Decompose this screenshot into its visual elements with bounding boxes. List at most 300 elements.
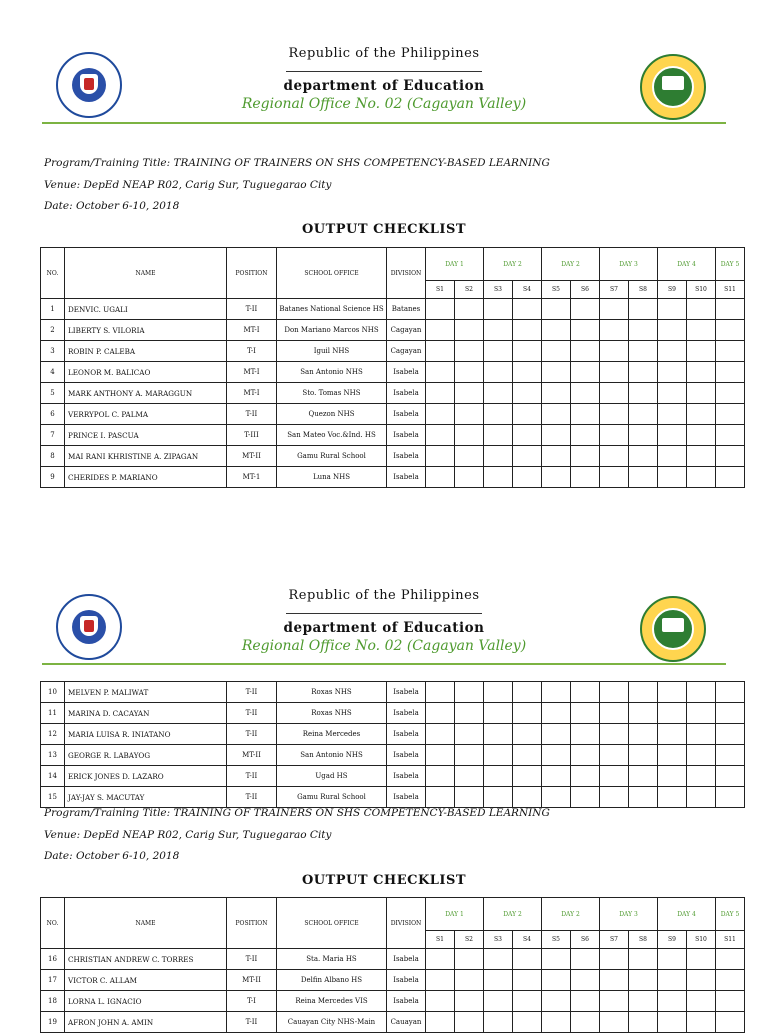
- row-name: JAY-JAY S. MACUTAY: [65, 787, 227, 808]
- row-no: 9: [41, 467, 65, 488]
- row-school: Delfin Albano HS: [277, 970, 387, 991]
- session-checkbox[interactable]: [542, 991, 571, 1012]
- session-checkbox[interactable]: [658, 383, 687, 404]
- session-checkbox[interactable]: [426, 970, 455, 991]
- col-header-day: DAY 5: [716, 898, 745, 931]
- session-checkbox[interactable]: [455, 970, 484, 991]
- session-checkbox[interactable]: [600, 404, 629, 425]
- session-checkbox[interactable]: [716, 703, 745, 724]
- session-checkbox[interactable]: [687, 766, 716, 787]
- row-division: Isabela: [387, 467, 426, 488]
- session-checkbox[interactable]: [455, 745, 484, 766]
- session-checkbox[interactable]: [716, 446, 745, 467]
- session-checkbox[interactable]: [571, 404, 600, 425]
- session-checkbox[interactable]: [600, 425, 629, 446]
- session-checkbox[interactable]: [455, 703, 484, 724]
- session-checkbox[interactable]: [658, 949, 687, 970]
- session-checkbox[interactable]: [571, 745, 600, 766]
- session-checkbox[interactable]: [426, 949, 455, 970]
- session-checkbox[interactable]: [513, 724, 542, 745]
- col-header-name: NAME: [65, 248, 227, 299]
- session-checkbox[interactable]: [629, 467, 658, 488]
- col-header-position: POSITION: [227, 898, 277, 949]
- session-checkbox[interactable]: [542, 682, 571, 703]
- col-header-day: DAY 1: [426, 898, 484, 931]
- session-checkbox[interactable]: [571, 425, 600, 446]
- session-checkbox[interactable]: [600, 467, 629, 488]
- venue-text: Venue: DepEd NEAP R02, Carig Sur, Tuguegarao City: [44, 179, 332, 191]
- session-checkbox[interactable]: [571, 1012, 600, 1033]
- session-checkbox[interactable]: [687, 320, 716, 341]
- row-position: T-II: [227, 766, 277, 787]
- session-checkbox[interactable]: [542, 724, 571, 745]
- row-name: CHRISTIAN ANDREW C. TORRES: [65, 949, 227, 970]
- session-checkbox[interactable]: [658, 299, 687, 320]
- row-school: Gamu Rural School: [277, 446, 387, 467]
- row-position: T-I: [227, 341, 277, 362]
- session-checkbox[interactable]: [629, 383, 658, 404]
- session-checkbox[interactable]: [426, 446, 455, 467]
- venue-text: Venue: DepEd NEAP R02, Carig Sur, Tuguegarao City: [44, 829, 332, 841]
- session-checkbox[interactable]: [484, 341, 513, 362]
- session-checkbox[interactable]: [571, 341, 600, 362]
- session-checkbox[interactable]: [716, 766, 745, 787]
- session-checkbox[interactable]: [484, 682, 513, 703]
- col-header-session: S10: [687, 931, 716, 949]
- session-checkbox[interactable]: [600, 787, 629, 808]
- session-checkbox[interactable]: [426, 724, 455, 745]
- session-checkbox[interactable]: [600, 682, 629, 703]
- session-checkbox[interactable]: [571, 682, 600, 703]
- col-header-name: NAME: [65, 898, 227, 949]
- session-checkbox[interactable]: [542, 467, 571, 488]
- table-row: [41, 949, 745, 970]
- session-checkbox[interactable]: [513, 766, 542, 787]
- session-checkbox[interactable]: [426, 404, 455, 425]
- republic-text: Republic of the Philippines: [288, 46, 480, 61]
- session-checkbox[interactable]: [629, 703, 658, 724]
- col-header-no: NO.: [41, 248, 65, 299]
- table-row: [41, 970, 745, 991]
- session-checkbox[interactable]: [542, 299, 571, 320]
- session-checkbox[interactable]: [484, 446, 513, 467]
- session-checkbox[interactable]: [484, 745, 513, 766]
- session-checkbox[interactable]: [658, 991, 687, 1012]
- session-checkbox[interactable]: [513, 425, 542, 446]
- col-header-day: DAY 4: [658, 248, 716, 281]
- table-row: [41, 362, 745, 383]
- col-header-session: S2: [455, 281, 484, 299]
- row-school: Roxas NHS: [277, 682, 387, 703]
- row-no: 17: [41, 970, 65, 991]
- session-checkbox[interactable]: [687, 362, 716, 383]
- row-school: Gamu Rural School: [277, 787, 387, 808]
- session-checkbox[interactable]: [542, 703, 571, 724]
- session-checkbox[interactable]: [629, 362, 658, 383]
- session-checkbox[interactable]: [455, 425, 484, 446]
- col-header-day: DAY 2: [484, 898, 542, 931]
- session-checkbox[interactable]: [600, 703, 629, 724]
- session-checkbox[interactable]: [426, 787, 455, 808]
- session-checkbox[interactable]: [600, 724, 629, 745]
- session-checkbox[interactable]: [658, 787, 687, 808]
- session-checkbox[interactable]: [716, 970, 745, 991]
- session-checkbox[interactable]: [571, 991, 600, 1012]
- session-checkbox[interactable]: [542, 446, 571, 467]
- session-checkbox[interactable]: [716, 320, 745, 341]
- session-checkbox[interactable]: [484, 949, 513, 970]
- row-no: 5: [41, 383, 65, 404]
- session-checkbox[interactable]: [629, 724, 658, 745]
- row-no: 6: [41, 404, 65, 425]
- session-checkbox[interactable]: [455, 766, 484, 787]
- session-checkbox[interactable]: [716, 383, 745, 404]
- row-position: T-II: [227, 404, 277, 425]
- session-checkbox[interactable]: [513, 383, 542, 404]
- col-header-session: S7: [600, 281, 629, 299]
- session-checkbox[interactable]: [513, 991, 542, 1012]
- table-row: [41, 446, 745, 467]
- row-school: Reina Mercedes: [277, 724, 387, 745]
- session-checkbox[interactable]: [455, 446, 484, 467]
- session-checkbox[interactable]: [484, 724, 513, 745]
- session-checkbox[interactable]: [629, 404, 658, 425]
- session-checkbox[interactable]: [658, 404, 687, 425]
- session-checkbox[interactable]: [455, 787, 484, 808]
- session-checkbox[interactable]: [513, 341, 542, 362]
- row-school: Ugad HS: [277, 766, 387, 787]
- session-checkbox[interactable]: [687, 745, 716, 766]
- session-checkbox[interactable]: [658, 467, 687, 488]
- session-checkbox[interactable]: [484, 425, 513, 446]
- row-position: MT-II: [227, 446, 277, 467]
- session-checkbox[interactable]: [687, 383, 716, 404]
- session-checkbox[interactable]: [716, 299, 745, 320]
- row-name: MARK ANTHONY A. MARAGGUN: [65, 383, 227, 404]
- session-checkbox[interactable]: [687, 425, 716, 446]
- session-checkbox[interactable]: [571, 970, 600, 991]
- row-no: 11: [41, 703, 65, 724]
- row-school: Batanes National Science HS: [277, 299, 387, 320]
- row-no: 2: [41, 320, 65, 341]
- session-checkbox[interactable]: [571, 787, 600, 808]
- session-checkbox[interactable]: [426, 766, 455, 787]
- session-checkbox[interactable]: [629, 682, 658, 703]
- session-checkbox[interactable]: [658, 970, 687, 991]
- session-checkbox[interactable]: [629, 425, 658, 446]
- session-checkbox[interactable]: [629, 341, 658, 362]
- session-checkbox[interactable]: [426, 703, 455, 724]
- session-checkbox[interactable]: [542, 970, 571, 991]
- session-checkbox[interactable]: [687, 724, 716, 745]
- session-checkbox[interactable]: [571, 766, 600, 787]
- session-checkbox[interactable]: [455, 949, 484, 970]
- session-checkbox[interactable]: [571, 703, 600, 724]
- session-checkbox[interactable]: [484, 766, 513, 787]
- session-checkbox[interactable]: [484, 362, 513, 383]
- row-no: 14: [41, 766, 65, 787]
- session-checkbox[interactable]: [687, 703, 716, 724]
- session-checkbox[interactable]: [687, 467, 716, 488]
- session-checkbox[interactable]: [687, 341, 716, 362]
- session-checkbox[interactable]: [426, 467, 455, 488]
- session-checkbox[interactable]: [426, 1012, 455, 1033]
- session-checkbox[interactable]: [658, 703, 687, 724]
- row-no: 8: [41, 446, 65, 467]
- session-checkbox[interactable]: [484, 404, 513, 425]
- row-division: Isabela: [387, 949, 426, 970]
- session-checkbox[interactable]: [687, 404, 716, 425]
- session-checkbox[interactable]: [484, 320, 513, 341]
- session-checkbox[interactable]: [687, 787, 716, 808]
- table-row: [41, 404, 745, 425]
- session-checkbox[interactable]: [687, 682, 716, 703]
- date-text: Date: October 6-10, 2018: [44, 850, 180, 862]
- row-school: San Mateo Voc.&Ind. HS: [277, 425, 387, 446]
- col-header-division: DIVISION: [387, 898, 426, 949]
- session-checkbox[interactable]: [658, 320, 687, 341]
- session-checkbox[interactable]: [571, 362, 600, 383]
- department-text: department of Education: [283, 620, 485, 636]
- table-row: [41, 341, 745, 362]
- session-checkbox[interactable]: [716, 787, 745, 808]
- row-no: 18: [41, 991, 65, 1012]
- session-checkbox[interactable]: [542, 404, 571, 425]
- session-checkbox[interactable]: [455, 362, 484, 383]
- session-checkbox[interactable]: [600, 745, 629, 766]
- row-school: Sta. Maria HS: [277, 949, 387, 970]
- col-header-session: S8: [629, 281, 658, 299]
- session-checkbox[interactable]: [426, 320, 455, 341]
- session-checkbox[interactable]: [513, 1012, 542, 1033]
- row-no: 15: [41, 787, 65, 808]
- row-name: MELVEN P. MALIWAT: [65, 682, 227, 703]
- table-row: [41, 991, 745, 1012]
- session-checkbox[interactable]: [513, 745, 542, 766]
- col-header-session: S1: [426, 931, 455, 949]
- session-checkbox[interactable]: [513, 970, 542, 991]
- table-row: [41, 745, 745, 766]
- session-checkbox[interactable]: [716, 724, 745, 745]
- row-division: Batanes: [387, 299, 426, 320]
- session-checkbox[interactable]: [455, 682, 484, 703]
- session-checkbox[interactable]: [687, 1012, 716, 1033]
- session-checkbox[interactable]: [455, 1012, 484, 1033]
- session-checkbox[interactable]: [658, 425, 687, 446]
- session-checkbox[interactable]: [542, 362, 571, 383]
- republic-text: Republic of the Philippines: [288, 588, 480, 603]
- row-name: ERICK JONES D. LAZARO: [65, 766, 227, 787]
- session-checkbox[interactable]: [600, 299, 629, 320]
- session-checkbox[interactable]: [542, 320, 571, 341]
- session-checkbox[interactable]: [484, 703, 513, 724]
- session-checkbox[interactable]: [658, 1012, 687, 1033]
- session-checkbox[interactable]: [629, 787, 658, 808]
- session-checkbox[interactable]: [542, 425, 571, 446]
- row-division: Cagayan: [387, 341, 426, 362]
- session-checkbox[interactable]: [716, 1012, 745, 1033]
- session-checkbox[interactable]: [716, 949, 745, 970]
- session-checkbox[interactable]: [716, 682, 745, 703]
- session-checkbox[interactable]: [629, 446, 658, 467]
- session-checkbox[interactable]: [716, 991, 745, 1012]
- session-checkbox[interactable]: [542, 1012, 571, 1033]
- session-checkbox[interactable]: [687, 991, 716, 1012]
- session-checkbox[interactable]: [600, 362, 629, 383]
- table-row: [41, 383, 745, 404]
- session-checkbox[interactable]: [542, 383, 571, 404]
- session-checkbox[interactable]: [600, 949, 629, 970]
- session-checkbox[interactable]: [600, 341, 629, 362]
- session-checkbox[interactable]: [513, 949, 542, 970]
- program-title: Program/Training Title: TRAINING OF TRAINERS ON SHS COMPETENCY-BASED LEARNING: [44, 157, 550, 169]
- regional-office-text: Regional Office No. 02 (Cagayan Valley): [241, 638, 527, 654]
- session-checkbox[interactable]: [455, 404, 484, 425]
- session-checkbox[interactable]: [426, 682, 455, 703]
- session-checkbox[interactable]: [542, 787, 571, 808]
- col-header-school: SCHOOL OFFICE: [277, 898, 387, 949]
- session-checkbox[interactable]: [658, 724, 687, 745]
- session-checkbox[interactable]: [513, 320, 542, 341]
- session-checkbox[interactable]: [426, 745, 455, 766]
- session-checkbox[interactable]: [542, 949, 571, 970]
- row-name: VERRYPOL C. PALMA: [65, 404, 227, 425]
- session-checkbox[interactable]: [484, 299, 513, 320]
- session-checkbox[interactable]: [571, 299, 600, 320]
- session-checkbox[interactable]: [716, 467, 745, 488]
- session-checkbox[interactable]: [513, 703, 542, 724]
- col-header-day: DAY 1: [426, 248, 484, 281]
- row-no: 16: [41, 949, 65, 970]
- session-checkbox[interactable]: [455, 991, 484, 1012]
- row-position: MT-I: [227, 362, 277, 383]
- session-checkbox[interactable]: [600, 970, 629, 991]
- col-header-session: S9: [658, 931, 687, 949]
- session-checkbox[interactable]: [455, 724, 484, 745]
- session-checkbox[interactable]: [455, 341, 484, 362]
- session-checkbox[interactable]: [571, 724, 600, 745]
- session-checkbox[interactable]: [484, 787, 513, 808]
- session-checkbox[interactable]: [658, 446, 687, 467]
- session-checkbox[interactable]: [542, 766, 571, 787]
- session-checkbox[interactable]: [658, 341, 687, 362]
- session-checkbox[interactable]: [716, 362, 745, 383]
- row-name: LEONOR M. BALICAO: [65, 362, 227, 383]
- session-checkbox[interactable]: [629, 299, 658, 320]
- session-checkbox[interactable]: [484, 991, 513, 1012]
- row-name: LORNA L. IGNACIO: [65, 991, 227, 1012]
- session-checkbox[interactable]: [658, 362, 687, 383]
- session-checkbox[interactable]: [571, 446, 600, 467]
- session-checkbox[interactable]: [455, 320, 484, 341]
- session-checkbox[interactable]: [426, 362, 455, 383]
- session-checkbox[interactable]: [513, 446, 542, 467]
- session-checkbox[interactable]: [455, 467, 484, 488]
- session-checkbox[interactable]: [716, 404, 745, 425]
- session-checkbox[interactable]: [484, 970, 513, 991]
- session-checkbox[interactable]: [600, 383, 629, 404]
- session-checkbox[interactable]: [513, 682, 542, 703]
- session-checkbox[interactable]: [716, 745, 745, 766]
- row-division: Isabela: [387, 682, 426, 703]
- session-checkbox[interactable]: [513, 362, 542, 383]
- session-checkbox[interactable]: [687, 970, 716, 991]
- col-header-session: S5: [542, 931, 571, 949]
- session-checkbox[interactable]: [426, 299, 455, 320]
- session-checkbox[interactable]: [426, 991, 455, 1012]
- col-header-session: S7: [600, 931, 629, 949]
- row-division: Isabela: [387, 724, 426, 745]
- row-division: Isabela: [387, 970, 426, 991]
- session-checkbox[interactable]: [513, 299, 542, 320]
- session-checkbox[interactable]: [600, 320, 629, 341]
- col-header-division: DIVISION: [387, 248, 426, 299]
- session-checkbox[interactable]: [542, 341, 571, 362]
- session-checkbox[interactable]: [600, 991, 629, 1012]
- session-checkbox[interactable]: [600, 766, 629, 787]
- session-checkbox[interactable]: [658, 766, 687, 787]
- row-no: 7: [41, 425, 65, 446]
- row-no: 12: [41, 724, 65, 745]
- session-checkbox[interactable]: [658, 745, 687, 766]
- session-checkbox[interactable]: [513, 787, 542, 808]
- session-checkbox[interactable]: [484, 467, 513, 488]
- session-checkbox[interactable]: [600, 446, 629, 467]
- session-checkbox[interactable]: [716, 341, 745, 362]
- session-checkbox[interactable]: [513, 404, 542, 425]
- table-row: [41, 320, 745, 341]
- session-checkbox[interactable]: [658, 682, 687, 703]
- table-row: [41, 425, 745, 446]
- row-school: Don Mariano Marcos NHS: [277, 320, 387, 341]
- session-checkbox[interactable]: [484, 383, 513, 404]
- col-header-session: S9: [658, 281, 687, 299]
- session-checkbox[interactable]: [455, 383, 484, 404]
- session-checkbox[interactable]: [600, 1012, 629, 1033]
- session-checkbox[interactable]: [571, 383, 600, 404]
- session-checkbox[interactable]: [629, 320, 658, 341]
- session-checkbox[interactable]: [629, 1012, 658, 1033]
- session-checkbox[interactable]: [687, 949, 716, 970]
- session-checkbox[interactable]: [629, 766, 658, 787]
- session-checkbox[interactable]: [484, 1012, 513, 1033]
- session-checkbox[interactable]: [426, 425, 455, 446]
- session-checkbox[interactable]: [687, 299, 716, 320]
- row-position: MT-II: [227, 970, 277, 991]
- session-checkbox[interactable]: [513, 467, 542, 488]
- row-no: 1: [41, 299, 65, 320]
- session-checkbox[interactable]: [629, 991, 658, 1012]
- session-checkbox[interactable]: [571, 320, 600, 341]
- row-position: T-III: [227, 425, 277, 446]
- session-checkbox[interactable]: [426, 383, 455, 404]
- session-checkbox[interactable]: [629, 949, 658, 970]
- session-checkbox[interactable]: [542, 745, 571, 766]
- session-checkbox[interactable]: [571, 467, 600, 488]
- session-checkbox[interactable]: [571, 949, 600, 970]
- checklist-title: OUTPUT CHECKLIST: [301, 222, 467, 237]
- session-checkbox[interactable]: [687, 446, 716, 467]
- session-checkbox[interactable]: [455, 299, 484, 320]
- session-checkbox[interactable]: [716, 425, 745, 446]
- row-no: 4: [41, 362, 65, 383]
- session-checkbox[interactable]: [426, 341, 455, 362]
- col-header-session: S11: [716, 281, 745, 299]
- session-checkbox[interactable]: [629, 745, 658, 766]
- session-checkbox[interactable]: [629, 970, 658, 991]
- col-header-day: DAY 3: [600, 248, 658, 281]
- row-position: MT-I: [227, 320, 277, 341]
